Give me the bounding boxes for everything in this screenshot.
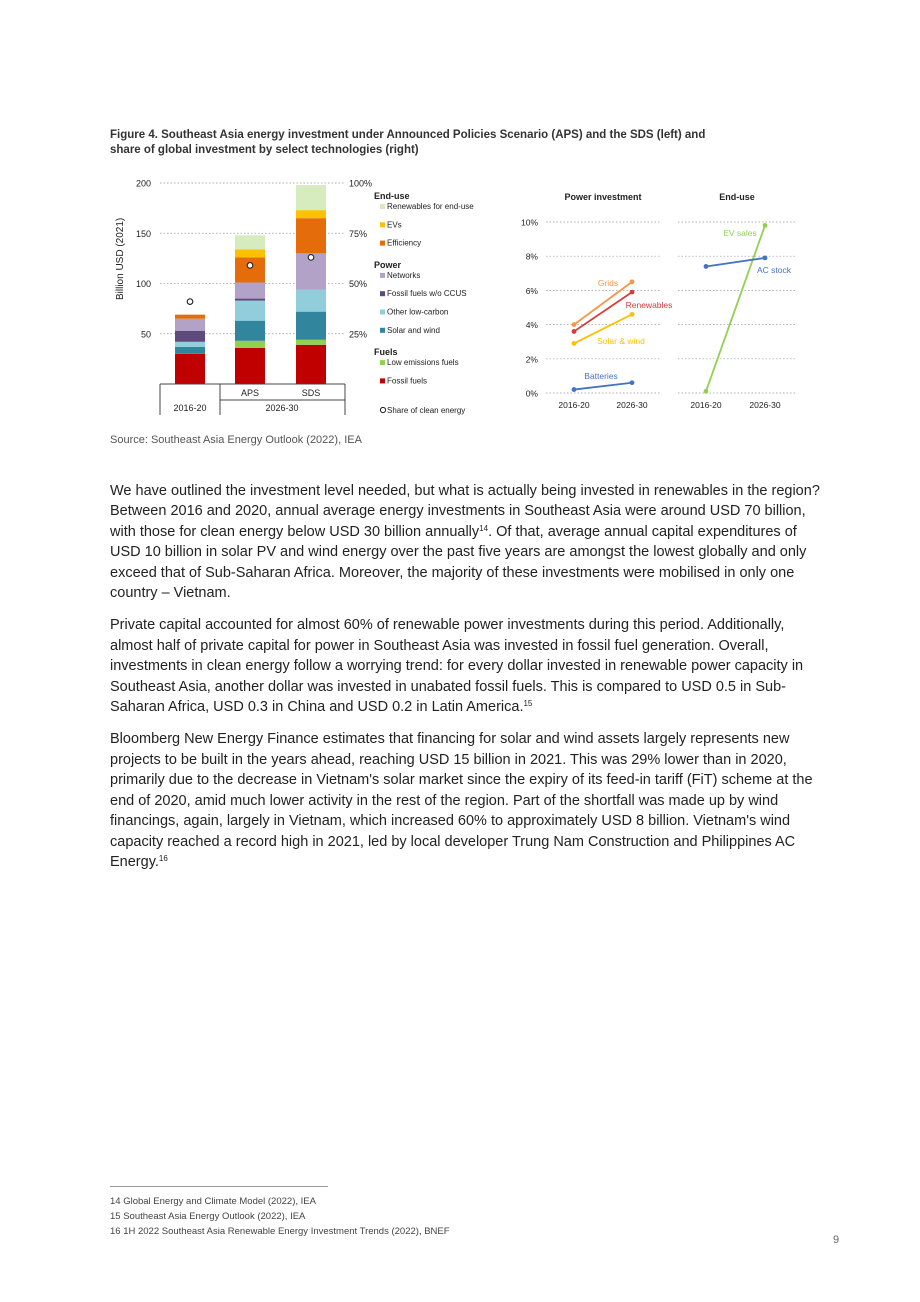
point-ev-sales <box>704 389 709 394</box>
left-chart-x-axis <box>160 384 345 415</box>
point-ev-sales <box>763 223 768 228</box>
footnote-ref-16[interactable]: 16 <box>158 853 168 863</box>
bar-segment-efficiency <box>175 315 205 319</box>
point-solar-wind-line <box>572 341 577 346</box>
point-grids <box>572 322 577 327</box>
power-y-tick-label: 4% <box>525 320 538 331</box>
x-tick-label-aps: APS <box>240 388 260 398</box>
paragraph-2-text: Private capital accounted for almost 60% of renewable power investments during this period. Additionally, almost half of private capital for power in Southeast Asia was invested in fossil fuel generation. Overall, investments in clean energy follow a worrying trend: for every dollar invested in renewable power capacity in Southeast Asia, another dollar was invested in unabated fossil fuels. This is compared to USD 0.5 in Sub-Saharan Africa, USD 0.3 in China and USD 0.2 in Latin America. <box>110 617 804 716</box>
end-use-x-tick-label: 2016-20 <box>690 400 722 410</box>
power-y-tick-label: 6% <box>525 285 538 296</box>
footnote-14: 14 Global Energy and Climate Model (2022), IEA <box>110 1196 316 1207</box>
bar-segment-renewables-end-use <box>296 185 326 210</box>
bar-segment-evs <box>296 210 326 218</box>
paragraph-3-text: Bloomberg New Energy Finance estimates that financing for solar and wind assets largely represents new projects to be built in the years ahead, reaching USD 15 billion in 2021. This was 29% lower than in 2020, primarily due to the decrease in Vietnam's solar market since the expiry of its feed-in tariff (FiT) scheme at the end of 2020, amid much lower activity in the rest of the region. Part of the shortfall was made up by wind financings, again, largely in Vietnam, which increased 60% to approximately USD 8 billion. Vietnam's wind capacity reached a record high in 2021, led by local developer Trung Nam Construction and Philippines AC Energy. <box>110 731 813 870</box>
left-chart-y2-ticks <box>349 179 372 340</box>
legend-swatch <box>380 222 385 227</box>
left-y2-tick-label: 25% <box>349 329 368 340</box>
line-batteries <box>574 383 632 390</box>
bar-segment-other-low-carbon <box>175 342 205 347</box>
footnote-ref-15[interactable]: 15 <box>523 699 533 709</box>
bar-segment-networks <box>175 319 205 331</box>
legend-item-label: Solar and wind <box>387 325 440 335</box>
legend-item-label: Efficiency <box>387 238 422 248</box>
figure-charts <box>0 0 920 430</box>
legend-swatch <box>380 310 385 315</box>
bar-segment-fossil-fuels <box>235 348 265 384</box>
right-chart-lines <box>572 223 792 394</box>
legend-swatch <box>380 241 385 246</box>
legend-swatch <box>380 360 385 365</box>
paragraph-1 <box>110 481 822 603</box>
legend-item-label: Other low-carbon <box>387 307 449 317</box>
footnote-ref-14[interactable]: 14 <box>479 523 489 533</box>
power-x-tick-label: 2016-20 <box>558 400 590 410</box>
footnote-16: 16 1H 2022 Southeast Asia Renewable Energy Investment Trends (2022), BNEF <box>110 1226 450 1237</box>
series-label-ac-stock: AC stock <box>756 265 792 275</box>
paragraph-3 <box>110 729 822 872</box>
share-of-clean-energy-marker <box>308 255 314 261</box>
bar-segment-efficiency <box>296 218 326 253</box>
share-of-clean-energy-marker <box>247 263 253 269</box>
series-label-ev-sales: EV sales <box>723 228 757 238</box>
body-text <box>110 481 822 884</box>
share-of-clean-energy-marker <box>187 299 193 305</box>
x-tick-label-sds: SDS <box>301 388 321 398</box>
bar-segment-renewables-end-use <box>235 235 265 249</box>
legend-swatch <box>380 204 385 209</box>
footnote-divider <box>110 1186 328 1187</box>
legend-item-label: Low emissions fuels <box>387 358 459 368</box>
point-solar-wind-line <box>630 312 635 317</box>
left-chart-bars <box>175 185 326 384</box>
left-y-tick-label: 150 <box>135 228 151 239</box>
right-chart-x-axis <box>558 400 780 410</box>
figure-source: Source: Southeast Asia Energy Outlook (2022), IEA <box>110 434 362 446</box>
legend-swatch <box>380 328 385 333</box>
bar-segment-networks <box>235 282 265 298</box>
right-chart-y-ticks <box>521 218 538 399</box>
legend-group-title: Fuels <box>374 347 398 358</box>
bar-segment-evs <box>235 249 265 257</box>
bar-segment-solar-wind <box>175 347 205 354</box>
legend-swatch <box>380 273 385 278</box>
line-renewables-line <box>574 292 632 331</box>
line-ev-sales <box>706 225 765 391</box>
legend-group-title: End-use <box>374 191 410 201</box>
end-use-title: End-use <box>719 192 755 202</box>
end-use-x-tick-label: 2026-30 <box>749 400 781 410</box>
legend-marker-label: Share of clean energy <box>387 406 466 415</box>
legend-swatch <box>380 378 385 383</box>
legend-item-label: EVs <box>387 220 402 230</box>
bar-segment-efficiency <box>235 257 265 282</box>
power-y-tick-label: 2% <box>525 354 538 365</box>
legend-item-label: Renewables for end-use <box>387 202 474 211</box>
page-number: 9 <box>833 1234 840 1246</box>
footnote-15: 15 Southeast Asia Energy Outlook (2022), IEA <box>110 1211 306 1222</box>
left-y2-tick-label: 50% <box>349 279 368 289</box>
bar-segment-fossil-fuels <box>296 345 326 384</box>
bar-segment-low-emissions-fuels <box>235 341 265 348</box>
bar-segment-low-emissions-fuels <box>296 340 326 345</box>
power-investment-title: Power investment <box>564 192 642 202</box>
figure-caption-line-2: share of global investment by select technologies (right) <box>110 144 419 156</box>
point-renewables-line <box>630 290 635 295</box>
left-chart-legend <box>374 191 474 415</box>
paragraph-2 <box>110 615 822 717</box>
power-x-tick-label: 2026-30 <box>616 400 648 410</box>
series-label-batteries: Batteries <box>584 371 618 381</box>
power-y-tick-label: 8% <box>525 251 538 262</box>
paragraph-1-rest: . Of that, average annual capital expenditures of USD 10 billion in solar PV and wind energy over the past five years are amongst the lowest globally and only exceed that of Sub-Saharan Africa. Moreover, the majority of these investments were mobilised in only one country – Vietnam. <box>110 523 807 602</box>
left-y-tick-label: 200 <box>135 178 151 189</box>
power-y-tick-label: 0% <box>525 388 538 399</box>
legend-item-label: Fossil fuels <box>387 376 428 386</box>
series-label-grids: Grids <box>597 278 619 288</box>
left-y2-tick-label: 75% <box>349 228 368 239</box>
paragraph-1-text: We have outlined the investment level needed, but what is actually being invested in renewables in the region? Between 2016 and 2020, annual average energy investments in Southeast Asia were around USD 70 billion, with those for clean energy below USD 30 billion annually <box>110 483 820 540</box>
x-group-label-2026-30: 2026-30 <box>265 403 299 413</box>
left-y2-tick-label: 100% <box>349 178 373 189</box>
bar-segment-other-low-carbon <box>296 290 326 312</box>
legend-swatch <box>380 291 385 296</box>
x-group-label-2016-20: 2016-20 <box>173 403 207 413</box>
point-ac-stock <box>704 264 709 269</box>
bar-segment-fossil-ccus <box>235 299 265 301</box>
legend-marker <box>380 407 385 412</box>
point-batteries <box>630 380 635 385</box>
left-chart-y-ticks <box>136 179 151 340</box>
left-chart-ylabel: Billion USD (2021) <box>115 217 126 300</box>
bar-segment-fossil-ccus <box>175 331 205 342</box>
figure-caption-line-1: Figure 4. Southeast Asia energy investment under Announced Policies Scenario (APS) and the SDS (left) and <box>110 129 706 141</box>
series-label-renewables-line: Renewables <box>625 300 673 310</box>
bar-segment-solar-wind <box>235 321 265 341</box>
point-renewables-line <box>572 329 577 334</box>
bar-segment-solar-wind <box>296 312 326 340</box>
legend-item-label: Fossil fuels w/o CCUS <box>387 289 467 299</box>
point-grids <box>630 279 635 284</box>
point-ac-stock <box>763 256 768 261</box>
point-batteries <box>572 387 577 392</box>
power-y-tick-label: 10% <box>520 217 538 228</box>
legend-group-title: Power <box>374 259 402 270</box>
left-y-tick-label: 100 <box>135 279 151 289</box>
left-y-tick-label: 50 <box>140 329 151 340</box>
footnotes <box>110 1194 450 1239</box>
bar-segment-fossil-fuels <box>175 354 205 384</box>
series-label-solar-wind-line: Solar & wind <box>597 336 645 346</box>
bar-segment-other-low-carbon <box>235 301 265 321</box>
legend-item-label: Networks <box>387 270 421 280</box>
